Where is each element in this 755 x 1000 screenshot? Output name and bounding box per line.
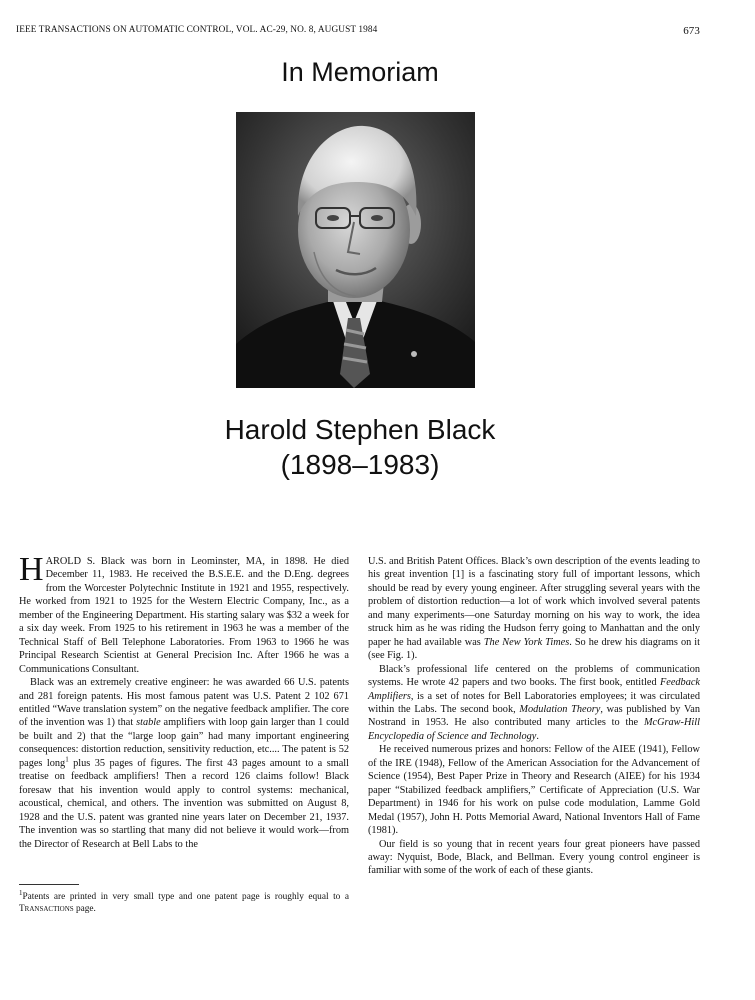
footnote-marker: 1	[65, 755, 69, 764]
person-name: Harold Stephen Black	[224, 414, 496, 445]
page-number: 673	[683, 25, 700, 37]
paragraph: Our field is so young that in recent years four great pioneers have passed away: Nyquist, Bode, Black, and Bellman. Every young control engineer is familiar with some of the work of each of these giants.	[368, 838, 700, 877]
running-header	[16, 25, 700, 39]
paragraph: HAROLD S. Black was born in Leominster, MA, in 1898. He died December 11, 1983. He received the B.S.E.E. and the D.Eng. degrees from the Worcester Polytechnic Institute in 1921 and 1955, respectively. He worked from 1921 to 1925 for the Western Electric Company, Inc., as a member of the Engineering Department. His starting salary was $32 a week for a six day week. From 1925 to his retirement in 1963 he was a member of the Technical Staff of Bell Telephone Laboratories. From 1963 to 1966 he was Principal Research Scientist at General Precision Inc. After 1966 he was a Communications Consultant.	[19, 551, 349, 675]
left-column	[19, 551, 350, 851]
section-title: In Memoriam	[281, 57, 439, 87]
footnote: $^1$Patents are printed in very small type and one patent page is roughly equal to a Transactions page.	[19, 888, 349, 914]
paragraph: Black was an extremely creative engineer: he was awarded 66 U.S. patents and 281 foreign patents. His most famous patent was U.S. Patent 2 102 671 entitled “Wave translation system” on the negative feedback amplifier. The core of the invention was 1) that stable amplifiers with loop gain larger than 1 could be built and 2) that the “large loop gain” had many important engineering consequences: distortion reduction, sensitivity reduction, etc.... The patent is 52 pages long$^1$ plus 35 pages of figures. The first 43 pages amount to a small treatise on feedback amplifiers! Then a record 126 claims follow! Black foresaw that his invention would apply to control systems: mechanical, acoustical, chemical, and others. The invention was submitted on August 8, 1928 and the U.S. patent was granted nine years later on December 21, 1937. The invention was so startling that many did not believe it would work—from the Director of Research at Bell Labs to the	[19, 677, 350, 850]
footnote-rule	[19, 884, 79, 885]
paragraph: Black’s professional life centered on the problems of communication systems. He wrote 42 papers and two books. The first book, entitled Feedback Amplifiers, is a set of notes for Bell Laboratories employees; it was circulated within the Labs. The second book, Modulation Theory, was published by Van Nostrand in 1953. He also contributed many articles to the McGraw-Hill Encyclopedia of Science and Technology.	[368, 663, 701, 742]
portrait-photo	[236, 112, 475, 388]
journal-citation: IEEE TRANSACTIONS ON AUTOMATIC CONTROL, VOL. AC-29, NO. 8, AUGUST 1984	[16, 25, 378, 35]
paragraph: He received numerous prizes and honors: Fellow of the AIEE (1941), Fellow of the IRE (1948), Fellow of the American Association for the Advancement of Science (1954), Best Paper Prize in Theory and Research (AIEE) for his 1934 paper “Stabilized feedback amplifiers,” Certificate of Appreciation (U.S. War Department) in 1946 for his work on pulse code modulation, Lamme Gold Medal (1957), John H. Potts Memorial Award, National Inventors Hall of Fame (1981).	[368, 744, 700, 837]
life-years: (1898–1983)	[280, 449, 440, 480]
right-column	[368, 555, 700, 878]
drop-cap: H	[19, 551, 44, 588]
paragraph: U.S. and British Patent Offices. Black’s own description of the events leading to his great invention [1] is a fascinating story full of important lessons, which should be read by every young engineer. After struggling several years with the problem of distortion reduction—a lot of work which involved several patents and many experiments—one Saturday morning on his way to work, the idea struck him as he was riding the Hudson ferry going to Manhattan and the only paper he had available was The New York Times. So he drew his diagrams on it (see Fig. 1).	[368, 556, 700, 662]
